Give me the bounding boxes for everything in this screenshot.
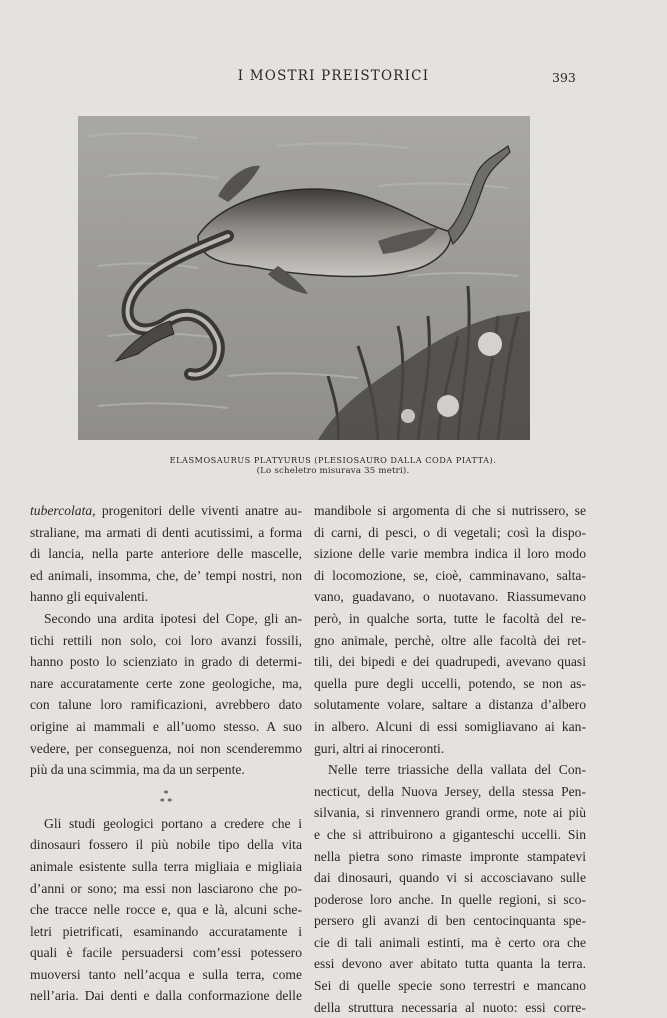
text-line: tili, dei bipedi e dei quadrupedi, avevano quasi <box>314 654 586 670</box>
text-line: muoversi tanto nell’acqua e sulla terra, come <box>30 966 302 982</box>
text-line: persero gli avanzi di ben centocinquanta spe- <box>314 913 586 929</box>
text-line: della struttura necessaria al nuoto: essi corre- <box>314 999 586 1015</box>
text-line: nella pietra sono rimaste impronte stampatevi <box>314 848 586 864</box>
paragraph-1 <box>30 500 302 608</box>
text-line: gno animale, perchè, oltre alle facoltà dei ret- <box>314 632 586 648</box>
text-line: più da una scimmia, ma da un serpente. <box>30 762 245 778</box>
text-line: sizione delle varie membra indica il loro modo <box>314 546 586 562</box>
elasmosaurus-illustration <box>78 116 530 440</box>
text-line: d’anni or sono; ma essi non lasciarono che po- <box>30 880 302 896</box>
text-line: che tracce nelle rocce e, qua e là, alcuni sche- <box>30 902 302 918</box>
text-line: hanno posto lo scienziato in grado di determi- <box>30 654 302 670</box>
text-line: nell’aria. Dai denti e dalla conformazione delle <box>30 988 302 1004</box>
text-line: straliane, ma armati di denti acutissimi, a forma <box>30 524 302 540</box>
left-column <box>30 500 302 1007</box>
page-number: 393 <box>552 70 576 85</box>
right-column <box>314 500 586 1018</box>
text-line: di lancia, nella parte anteriore delle mascelle, <box>30 546 302 562</box>
text-line: tichi rettili non solo, coi loro avanzi fossili, <box>30 632 302 648</box>
text-line: dinosauri fossero il più nobile tipo della vita <box>30 837 302 853</box>
text-line: Gli studi geologici portano a credere che i <box>44 815 302 831</box>
text-line: solutamente volare, saltare a distanza d’albero <box>314 697 586 713</box>
text-line: quali è facile persuadersi com’essi potessero <box>30 945 302 961</box>
text-line: vano, guadavano, o nuotavano. Riassumevano <box>314 589 586 605</box>
text-line: e che si attribuirono a giganteschi uccelli. Sin <box>314 826 586 842</box>
text-line: nare accuratamente certe zone geologiche, ma, <box>30 675 302 691</box>
paragraph-2 <box>30 608 302 781</box>
text-line: necticut, della Nuova Jersey, della stessa Pen- <box>314 783 586 799</box>
text-line: mandibole si argomenta di che si nutrissero, se <box>314 503 586 518</box>
text-line: con talune loro ramificazioni, avrebbero dato <box>30 697 302 713</box>
paragraph-5 <box>314 759 586 1018</box>
text-line: di locomozione, se, cioè, camminavano, salta- <box>314 567 586 583</box>
text-line: Sei di quelle specie sono terrestri e mancano <box>314 978 586 994</box>
text-line: animale esistente sulla terra migliaia e migliaia <box>30 858 302 874</box>
text-line: dai dinosauri, quando vi si accosciavano sulle <box>314 870 586 886</box>
caption-sub: (Lo scheletro misurava 35 metri). <box>256 466 410 476</box>
paragraph-3 <box>30 813 302 1007</box>
text-line: origine ai mammali e all’uomo stesso. A suo <box>30 718 302 734</box>
text-line: essi devono aver abitato tutta quanta la terra. <box>314 956 586 972</box>
section-asterism <box>30 788 302 808</box>
asterism-bottom: * * <box>159 796 173 808</box>
paragraph-4 <box>314 500 586 759</box>
text-line: in albero. Alcuni di essi somigliavano ai kan- <box>314 718 586 734</box>
italic-term: tubercolata <box>30 503 93 518</box>
text-line: quella pure degli uccelli, potendo, se non as- <box>314 675 586 691</box>
text-line: però, in qualche sorta, tutte le facoltà del re- <box>314 610 586 626</box>
text-line: hanno gli equivalenti. <box>30 589 149 605</box>
caption-main: ELASMOSAURUS PLATYURUS (PLESIOSAURO DALLA CODA PIATTA). <box>169 455 497 465</box>
asterism-top: * <box>163 788 169 800</box>
text-line: Secondo una ardita ipotesi del Cope, gli an- <box>44 610 302 626</box>
text-line: poderose loro anche. In quelle regioni, si sco- <box>314 891 586 907</box>
text-line: ed animali, insomma, che, de’ tempi nostri, non <box>30 567 302 583</box>
text-line: letri pietrificati, esaminando accuratamente i <box>30 923 302 939</box>
running-title: I MOSTRI PREISTORICI <box>237 68 430 84</box>
text-line: silvania, si rinvennero grandi orme, note ai più <box>314 805 586 821</box>
text-line: guri, altri ai rinoceronti. <box>314 740 445 756</box>
text-line: vedere, per conseguenza, noi non scenderemmo <box>30 740 302 756</box>
figure-caption <box>0 455 638 477</box>
text-line: Nelle terre triassiche della vallata del Con- <box>328 762 586 778</box>
text-line: cie di tali animali estinti, ma è certo ora che <box>314 934 586 950</box>
text-line: tubercolata, progenitori delle viventi anatre au- <box>30 503 302 518</box>
text-line: di carni, di pesci, o di vegetali; così la dispo- <box>314 524 586 540</box>
